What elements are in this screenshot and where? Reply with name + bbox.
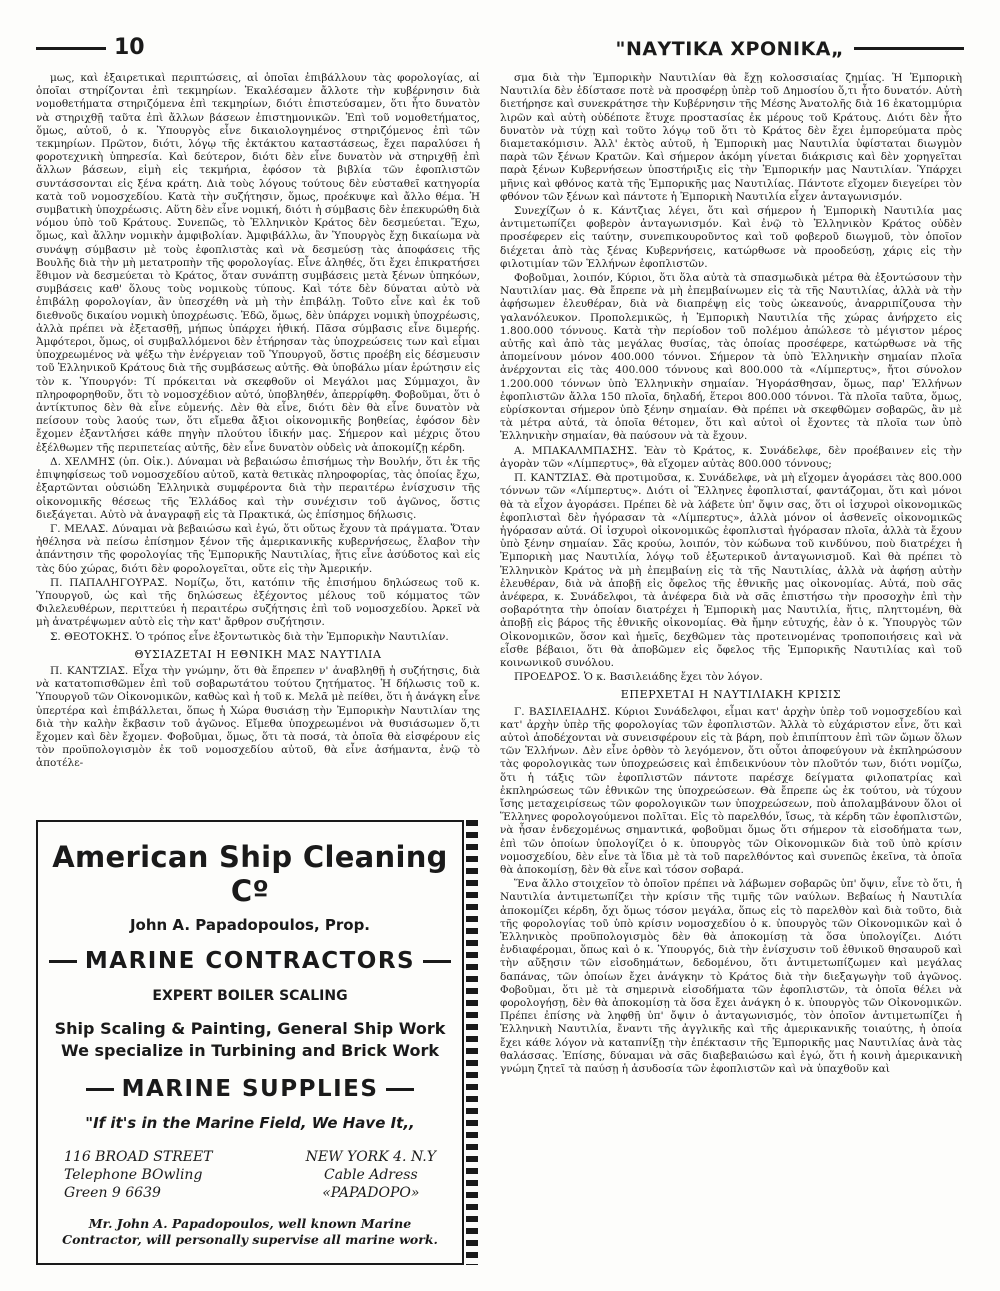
ad-marine-supplies: MARINE SUPPLIES [121,1076,379,1102]
left-column [36,72,480,802]
section-heading: ΘΥΣΙΑΖΕΤΑΙ Η ΕΘΝΙΚΗ ΜΑΣ ΝΑΥΤΙΛΙΑ [134,647,382,661]
ad-cable-label: Cable Adress [324,1167,418,1183]
ad-marine-contractors: MARINE CONTRACTORS [84,948,416,974]
ad-footer: Mr. John A. Papadopoulos, well known Marine Contractor, will personally supervise all marine work. [62,1216,438,1247]
page-number: 10 [114,35,145,60]
paragraph: Σ. ΘΕΟΤΟΚΗΣ. Ὁ τρόπος εἶνε ἐξοντωτικὸς διὰ τὴν Ἐμπορικὴν Ναυτιλίαν. [50,630,449,643]
ad-dash [423,960,451,963]
ad-street: 116 BROAD STREET [64,1149,213,1165]
header-rule-left [36,47,106,50]
right-column [500,72,962,1262]
ad-city: NEW YORK 4. N.Y [305,1149,436,1165]
ad-services-line: We specialize in Turbining and Brick Work [61,1041,439,1060]
journal-title: "ΝΑΥΤΙΚΑ ΧΡΟΝΙΚΑ„ [615,38,844,60]
ad-dash [86,1088,114,1091]
header-rule-right [854,47,964,50]
ad-proprietor: John A. Papadopoulos, Prop. [129,916,371,934]
ad-services-line: Ship Scaling & Painting, General Ship Work [54,1019,446,1038]
ad-row-supplies [38,1076,462,1102]
ad-address-right [306,1148,436,1202]
ad-dash [49,960,77,963]
paragraph: Συνεχίζων ὁ κ. Κάντζιας λέγει, ὅτι καὶ σήμερον ἡ Ἐμπορικὴ Ναυτιλία μας ἀντιμετωπίζει φοβερὸν ἀνταγωνισμόν. Καὶ ἐνῷ τὸ Ἑλληνικὸν Κράτος οὐδὲν προσέφερεν εἰς ταύτην, συνεπικουροῦντος καὶ τοῦ φοβεροῦ διωγμοῦ, τὸν ὁποῖον διέχεται ἀπὸ τὰς ξένας Κυβερνήσεις, κατώρθωσε νὰ προοδεύσῃ, χάρις εἰς τὴν φιλοτιμίαν τῶν Ἑλλήνων ἐφοπλιστῶν. [500,205,962,270]
ad-services [38,1018,462,1062]
paragraph: Γ. ΒΑΣΙΛΕΙΑΔΗΣ. Κύριοι Συνάδελφοι, εἶμαι κατ' ἀρχὴν ὑπὲρ τοῦ νομοσχεδίου καὶ κατ' ἀρχὴν ὑπὲρ τῆς φορολογίας τῶν ἐφοπλιστῶν. Ἀλλὰ τὸ εὐχάριστον εἶνε, ὅτι καὶ αὐτοὶ ἀποδέχονται νὰ συνεισφέρουν εἰς τὰ βάρη, ποὺ ἐπιπίπτουν ἐπὶ τῶν ὤμων ὅλων τῶν Ἑλλήνων. Δὲν εἶνε ὀρθὸν τὸ λεγόμενον, ὅτι οὗτοι ἀποφεύγουν νὰ ἐκπληρώσουν τὰς φορολογικὰς των ὑποχρεώσεις καὶ ἐπιδεικνύουν τὸν πλοῦτόν των, διότι νομίζω, ὅτι ἡ τάξις τῶν ἐφοπλιστῶν πάντοτε παρέσχε δείγματα φιλοπατρίας καὶ ἐκπληρώσεως τῶν ἐθνικῶν της ὑποχρεώσεων. Θὰ ἔπρεπε ὡς ἐκ τούτου, νὰ τύχουν ἴσης μεταχειρίσεως τῶν φορολογικῶν των ὑποχρεώσεων, ποὺ ἀπολαμβάνουν ὅλοι οἱ Ἕλληνες φορολογούμενοι πολῖται. Εἰς τὸ παρελθόν, ἴσως, τὰ κέρδη τῶν ἐφοπλιστῶν, νὰ ἦσαν ἐνδεχομένως σημαντικά, φοβοῦμαι ὅμως ὅτι σήμερον τὰ εἰσοδήματα των, ἐπὶ τῶν ὁποίων ὑπολογίζει ὁ κ. ὑπουργὸς τῶν Οἰκονομικῶν διὰ τοῦ ὑπὸ κρίσιν νομοσχεδίου, δὲν εἶνε τὰ ἴδια μὲ τὰ τοῦ παρελθόντος καὶ συνεπῶς ἐκεῖνα, τὰ ὁποῖα θὰ ἀποκομίσῃ, δὲν θὰ εἶνε καὶ τόσον σοβαρά. [500,705,962,876]
paragraph: Φοβοῦμαι, λοιπόν, Κύριοι, ὅτι ὅλα αὐτὰ τὰ σπασμωδικὰ μέτρα θὰ ἐξοντώσουν τὴν Ναυτιλίαν μας. Θὰ ἔπρεπε νὰ μὴ ἐπεμβαίνωμεν εἰς τὰ τῆς Ναυτιλίας, ἀλλὰ νὰ τὴν ἀφήσωμεν ἐλευθέραν, διὰ νὰ διαπρέψῃ εἰς τοὺς ὠκεανούς, ἀναρριπίζουσα τὴν γαλανόλευκον. Προπολεμικῶς, ἡ Ἐμπορικὴ Ναυτιλία τῆς χώρας ἀνήρχετο εἰς 1.800.000 τόννους. Κατὰ τὴν περίοδον τοῦ πολέμου ἀπώλεσε τὸ μέγιστον μέρος αὐτῆς καὶ ἀπὸ τὰς μεγάλας θυσίας, τὰς ὁποίας προσέφερε, κατώρθωσε νὰ τῆς ἀπομείνουν μόνον 400.000 τόννοι. Σήμερον τὰ ὑπὸ Ἑλληνικὴν σημαίαν πλοῖα ἀνέρχονται εἰς τὰς 400.000 τόννους καὶ 800.000 τὰ «Λίμπερτυς», ἤτοι σύνολον 1.200.000 τόννων ὑπὸ Ἑλληνικὴν σημαίαν. Ἠγοράσθησαν, ὅμως, παρ' Ἑλλήνων ἐφοπλιστῶν ἄλλα 150 πλοῖα, δηλαδή, ἕτεροι 800.000 τόννοι. Τὰ πλοῖα ταῦτα, ὅμως, εὑρίσκονται σήμερον ὑπὸ ξένην σημαίαν. Θὰ πρέπει νὰ σκεφθῶμεν σοβαρῶς, ἂν μὲ τὰ μέτρα αὐτά, τὰ ὁποῖα θέτομεν, ὅτι καὶ αὐτοὶ οἱ ἔχοντες τὰ πλοῖα των ὑπὸ Ἑλληνικὴν σημαίαν, θὰ παύσουν νὰ τὰ ἔχουν. [500,272,962,443]
ad-slogan: "If it's in the Marine Field, We Have It,, [85,1114,415,1132]
ad-cable-address: «PAPADOPO» [322,1185,420,1201]
ad-row-contractors [38,948,462,974]
paragraph: μως, καὶ ἐξαιρετικαὶ περιπτώσεις, αἱ ὁποῖαι ἐπιβάλλουν τὰς φορολογίας, αἱ ὁποῖαι στηρίζονται ἐπὶ τεκμηρίων. Ἐκαλέσαμεν ἄλλοτε τὴν κυβέρνησιν διὰ νομοθετήματα στηριζόμενα ἐπὶ τεκμηρίων, διότι ἐπιστεύσαμεν, ὅτι ἦτο δυνατὸν νὰ στηριχθῇ ταῦτα ἐπὶ ἄλλων βάσεων ἐπιστημονικῶν. Ἐπὶ τοῦ νομοθετήματος, ὅμως, αὐτοῦ, ὁ κ. Ὑπουργὸς εἶνε δικαιολογημένος στηριζόμενος ἐπὶ τῶν τεκμηρίων. Πρῶτον, διότι, λόγῳ τῆς ἐκτάκτου καταστάσεως, ἔχει παραλύσει ἡ φοροτεχνικὴ ὑπηρεσία. Καὶ δεύτερον, διότι δὲν εἶνε δυνατὸν νὰ στηριχθῇ ἐπὶ ἄλλων βάσεων, εἰμὴ εἰς τεκμήρια, ἐφόσον τὰ βιβλία τῶν ἐφοπλιστῶν συντάσσονται εἰς ξένα κράτη. Διὰ τοὺς λόγους τούτους δὲν εὐσταθεῖ κατηγορία κατὰ τοῦ νομοσχεδίου. Κατὰ τὴν συζήτησιν, ὅμως, προέκυψε καὶ ἄλλο θέμα. Ἡ συμβατικὴ ὑποχρέωσις. Αὕτη δὲν εἶνε νομική, διότι ἡ σύμβασις δὲν ἐπεκυρώθη διὰ νόμου ὑπὸ τοῦ Κράτους. Συνεπῶς, τὸ Ἑλληνικὸν Κράτος δὲν δεσμεύεται. Ἔχω, ὅμως, καὶ ἄλλην νομικὴν ἀμφιβολίαν. Ἀμφιβάλλω, ἂν Ὑπουργὸς ἔχῃ δικαίωμα νὰ συνάψῃ σύμβασιν μὲ τοὺς ἐφοπλιστὰς καὶ νὰ δεσμεύσῃ τὰς ἀποφάσεις τῆς Βουλῆς διὰ τὴν μὴ μετατροπὴν τῆς φορολογίας. Εἶνε ἀληθές, ὅτι ἔχει ἐπικρατήσει ἔθιμον νὰ δεσμεύεται τὸ Κράτος, ὅταν συνάπτῃ συμβάσεις μετὰ ξένων ὑπηκόων, συμβάσεις καθ' ὅλους τοὺς νομικοὺς τύπους. Καὶ τότε δὲν δύναται αὐτὸ νὰ ἐπιβάλῃ φορολογίαν, ἂν ὑπεσχέθη νὰ μὴ τὴν ἐπιβάλῃ. Τοῦτο εἶνε καὶ ἐκ τοῦ διεθνοῦς δικαίου νομικὴ ὑποχρέωσις. Ἐδῶ, ὅμως, δὲν ὑπάρχει νομικὴ ὑποχρέωσις, ἀλλὰ πρέπει νὰ ἐξετασθῇ, μήπως ὑπάρχει ἠθική. Πᾶσα σύμβασις εἶνε διμερής. Ἀμφότεροι, ὅμως, οἱ συμβαλλόμενοι δὲν ἐτήρησαν τὰς ὑποχρεώσεις των καὶ εἶμαι ὑποχρεωμένος νὰ ψέξω τὴν ἐνέργειαν τοῦ Ὑπουργοῦ, ὅστις προέβη εἰς δέσμευσιν τοῦ Ἑλληνικοῦ Κράτους διὰ τῆς συμβάσεως αὐτῆς. Θὰ ὑποβάλω μίαν ἐρώτησιν εἰς τὸν κ. Ὑπουργόν: Τί πρόκειται νὰ σκεφθοῦν οἱ Μεγάλοι μας Σύμμαχοι, ἂν πληροφορηθοῦν, ὅτι τὸ νομοσχέδιον αὐτό, ὑποβληθέν, ἀπερρίφθη. Φοβοῦμαι, ὅτι ὁ ἀντίκτυπος δὲν θὰ εἶνε εὐμενής. Δὲν θὰ εἶνε, διότι δὲν θὰ εἶνε δυνατὸν νὰ πείσουν τοὺς λαούς των, ὅτι εἴμεθα ἄξιοι οἰκονομικῆς βοηθείας, ἐφόσον δὲν ἔχομεν ἐξαντλήσει κάθε πηγὴν πλούτου ἰδικήν μας. Σήμερον καὶ μέχρις ὅτου ἐξέλθωμεν τῆς περιπετείας αὐτῆς, δὲν εἶνε δυνατὸν οὐδεὶς νὰ ἀποκομίζῃ κέρδη. [36,72,480,454]
ad-boiler-scaling: EXPERT BOILER SCALING [152,988,348,1004]
ad-address-left [64,1148,213,1202]
paragraph: σμα διὰ τὴν Ἐμπορικὴν Ναυτιλίαν θὰ ἔχῃ κολοσσιαίας ζημίας. Ἡ Ἐμπορικὴ Ναυτιλία δὲν ἐδίστασε ποτὲ νὰ προσφέρῃ ὑπὲρ τοῦ Δημοσίου ὅ,τι ἦτο δυνατόν. Αὐτὴ διετήρησε καὶ συνεκράτησε τὴν Κυβέρνησιν τῆς Μέσης Ἀνατολῆς διὰ 16 ἑκατομμύρια λιρῶν καὶ αὐτὴ οὐδέποτε ἔτυχε προστασίας ἐκ μέρους τοῦ Κράτους. Διότι δὲν ἦτο δυνατὸν νὰ τύχῃ καὶ τοῦτο λόγῳ τοῦ ὅτι τὸ Κράτος δὲν ἔχει ἐμπορεύματα πρὸς διαμετακόμισιν. Ἀλλ' ἐκτὸς αὐτοῦ, ἡ Ἐμπορικὴ μας Ναυτιλία ὑφίσταται διωγμὸν παρὰ τῶν ξένων Κρατῶν. Καὶ σήμερον ἀκόμη γίνεται διάκρισις καὶ δὲν χορηγεῖται παρὰ ξένων Κυβερνήσεων ὑποστήριξις εἰς τὴν Ἐμπορικήν μας Ναυτιλίαν. Ὑπάρχει μῆνις καὶ φθόνος κατὰ τῆς Ἐμπορικῆς μας Ναυτιλίας. Πάντοτε εἴχομεν διεγείρει τὸν φθόνον τῶν ξένων καὶ πάντοτε ἡ Ἐμπορικὴ Ναυτιλία εἶχεν ἀνταγωνισμόν. [500,72,962,203]
advertisement [36,820,464,1265]
paragraph: Δ. ΧΕΛΜΗΣ (ὑπ. Οἰκ.). Δύναμαι νὰ βεβαιώσω ἐπισήμως τὴν Βουλήν, ὅτι ἐκ τῆς ἐπιψηφίσεως τοῦ νομοσχεδίου αὐτοῦ, κατὰ θετικὰς πληροφορίας, τὰς ὁποίας ἔχω, ἐξαρτῶνται οὐσιώδη Ἑλληνικὰ συμφέροντα διὰ τὴν περαιτέρω ἐνίσχυσιν τῆς οἰκονομικῆς θέσεως τῆς Ἑλλάδος καὶ τὴν συνέχισιν τοῦ ἀγῶνος, ὅστις διεξάγεται. Αὐτὸ νὰ ἀναγραφῇ εἰς τὰ Πρακτικά, ὡς ἐπίσημος δήλωσις. [36,455,480,521]
paragraph: Π. ΚΑΝΤΖΙΑΣ. Θὰ προτιμοῦσα, κ. Συνάδελφε, νὰ μὴ εἴχομεν ἀγοράσει τὰς 800.000 τόννων τῶν «Λίμπερτυς». Διότι οἱ Ἕλληνες ἐφοπλισταί, φαντάζομαι, ὅτι καὶ μόνοι θὰ τὰ εἶχον ἀγοράσει. Πρέπει δὲ νὰ λάβετε ὑπ' ὄψιν σας, ὅτι οἱ ἰσχυροὶ οἰκονομικῶς ἐφοπλισταὶ δὲν ἠγόρασαν τὰ «Λίμπερτυς», ἀλλὰ μόνον οἱ ἀσθενεῖς οἰκονομικῶς ἠγόρασαν αὐτά. Οἱ ἰσχυροὶ οἰκονομικῶς ἐφοπλισταὶ ἠγόρασαν πλοῖα, ἀλλὰ τὰ ἔχουν ὑπὸ ξένην σημαίαν. Σᾶς κρούω, λοιπόν, τὸν κώδωνα τοῦ κινδύνου, ποὺ διατρέχει ἡ Ἐμπορικὴ μας Ναυτιλία, λόγῳ τοῦ ἐξωτερικοῦ ἀνταγωνισμοῦ. Καὶ θὰ πρέπει τὸ Ἑλληνικὸν Κράτος νὰ μὴ ἐπεμβαίνῃ εἰς τὰ τῆς Ναυτιλίας, ἀλλὰ νὰ ἀφήσῃ αὐτὴν ἐλευθέραν, διὰ νὰ ἀποβῇ εἰς ὄφελος τῆς ἐθνικῆς μας οἰκονομίας. Αὐτά, ποὺ σᾶς ἀνέφερα, κ. Συνάδελφοι, τὰ ἀνέφερα διὰ νὰ σᾶς ἐπιστήσω τὴν προσοχὴν ἐπὶ τὴν σοβαρότητα τὴν ὁποίαν διατρέχει ἡ Ἐμπορικὴ μας Ναυτιλία, ἥτις, πληττομένη, θὰ ἀποβῇ εἰς βάρος τῆς ἐθνικῆς οἰκονομίας. Θὰ ἤμην εὐτυχής, ἐὰν ὁ κ. Ὑπουργὸς τῶν Οἰκονομικῶν, ὅσον καὶ ἡμεῖς, δεχθῶμεν τὰς προτεινομένας τροποποιήσεις καὶ νὰ εἶσθε βέβαιοι, ὅτι θὰ ἀποβῶμεν εἰς ὄφελος τῆς Ἐμπορικῆς Ναυτιλίας καὶ τοῦ κοινωνικοῦ συνόλου. [500,472,962,669]
ad-dash [386,1088,414,1091]
ad-address-block [64,1148,436,1202]
paragraph: ΠΡΟΕΔΡΟΣ. Ὁ κ. Βασιλειάδης ἔχει τὸν λόγον. [514,671,763,684]
ad-side-border [466,820,478,1265]
paragraph: Π. ΚΑΝΤΖΙΑΣ. Εἶχα τὴν γνώμην, ὅτι θὰ ἔπρεπεν ν' ἀναβληθῇ ἡ συζήτησις, διὰ νὰ κατατοπισθῶμεν ἐπὶ τοῦ σοβαρωτάτου τούτου ζητήματος. Ἡ δήλωσις τοῦ κ. Ὑπουργοῦ τῶν Οἰκονομικῶν, καθὼς καὶ ἡ τοῦ κ. Μελᾶ μὲ πείθει, ὅτι ἡ ἀνάγκη εἶνε ὑπερτέρα καὶ ἐπιβάλλεται, ὅπως ἡ Χώρα θυσιάσῃ τὴν Ἐμπορικὴν Ναυτιλίαν της διὰ τὴν καλὴν ἔκβασιν τοῦ ἀγῶνος. Εἴμεθα ὑποχρεωμένοι νὰ θυσιάσωμεν ὅ,τι ἔχομεν καὶ δὲν ἔχομεν. Φοβοῦμαι, ὅμως, ὅτι τὰ ποσά, τὰ ὁποῖα θὰ εἰσφέρουν εἰς τὸν προϋπολογισμὸν ἐκ τοῦ νομοσχεδίου αὐτοῦ, θὰ εἶνε ἀσήμαντα, ἐνῷ τὸ ἀποτέλε- [36,664,480,770]
ad-phone: Telephone BOwling [64,1167,203,1183]
paragraph: Γ. ΜΕΛΑΣ. Δύναμαι νὰ βεβαιώσω καὶ ἐγώ, ὅτι οὕτως ἔχουν τὰ πράγματα. Ὅταν ἠθέλησα νὰ πείσω ἐπίσημον ξένον τῆς ἀμερικανικῆς κυβερνήσεως, ἔλαβον τὴν ἀπάντησιν τῆς φορολογίας τῆς Ἐμπορικῆς Ναυτιλίας, ἥτις εἶνε ἀσύδοτος καὶ εἰς τὰς δύο χώρας, διότι δὲν φορολογεῖται, οὔτε εἰς τὴν Ἀμερικήν. [36,522,480,575]
ad-phone-number: Green 9 6639 [64,1185,161,1201]
section-heading: ΕΠΕΡΧΕΤΑΙ Η ΝΑΥΤΙΛΙΑΚΗ ΚΡΙΣΙΣ [620,688,842,702]
ad-company-name: American Ship Cleaning Cº [52,840,448,908]
paragraph: Ἕνα ἄλλο στοιχεῖον τὸ ὁποῖον πρέπει νὰ λάβωμεν σοβαρῶς ὑπ' ὄψιν, εἶνε τὸ ὅτι, ἡ Ναυτιλία ἀντιμετωπίζει τὴν κρίσιν τῆς τιμῆς τῶν ναύλων. Βεβαίως ἡ Ναυτιλία ἀποκομίζει κέρδη, ὄχι ὅμως τόσον μεγάλα, ὅπως εἰς τὸ παρελθὸν καὶ διὰ τοῦτο, διὰ τῆς φορολογίας τοῦ ὑπὸ κρίσιν νομοσχεδίου ὁ κ. ὑπουργὸς τῶν Οἰκονομικῶν καὶ ὁ Ἑλληνικὸς προϋπολογισμὸς δὲν θὰ ἀποκομίσῃ τὰ ὅσα ὑπολογίζει. Διότι ἐνδιαφέρομαι, ὅπως καὶ ὁ κ. Ὑπουργός, διὰ τὴν ἐνίσχυσιν τοῦ ἐθνικοῦ θησαυροῦ καὶ τὴν αὔξησιν τῶν εἰσοδημάτων, δεδομένου, ὅτι ἀντιμετωπίζωμεν καὶ μεγάλας δαπάνας, τῶν ὁποίων ἔχει ἀνάγκην τὸ Κράτος διὰ τὴν διεξαγωγὴν τοῦ ἀγῶνος. Φοβοῦμαι, ὅτι μὲ τὰ σημερινὰ εἰσοδήματα τῶν ἐφοπλιστῶν, τὰ ὁποῖα θέλει νὰ φορολογήσῃ, δὲν θὰ ἀποκομίσῃ τὰ ὅσα ἔχει ἀνάγκη ὁ κ. ὑπουργὸς τῶν Οἰκονομικῶν. Πρέπει ἐπίσης νὰ ληφθῇ ὑπ' ὄψιν ὁ ἀνταγωνισμός, τὸν ὁποῖον ἀντιμετωπίζει ἡ Ἑλληνικὴ Ναυτιλία, ἔναντι τῆς ἀγγλικῆς καὶ τῆς ἀμερικανικῆς τοιαύτης, ἡ ὁποία ἔχει κάθε λόγον νὰ καταπνίξῃ τὴν ἐπέκτασιν τῆς Ἐμπορικῆς μας Ναυτιλίας ἀνὰ τὰς θαλάσσας. Ἐπίσης, δύναμαι νὰ σᾶς διαβεβαιώσω καὶ ἐγώ, ὅτι ἡ κοινὴ ἀμερικανικὴ γνώμη ζητεῖ τὰ παύσῃ ἡ ἀσυδοσία τῶν ἐφοπλιστῶν καὶ νὰ ὑπαχθοῦν καὶ [500,878,962,1076]
running-header [36,36,964,66]
paragraph: Α. ΜΠΑΚΑΛΜΠΑΣΗΣ. Ἐὰν τὸ Κράτος, κ. Συνάδελφε, δὲν προέβαινεν εἰς τὴν ἀγορὰν τῶν «Λίμπερτυς», θὰ εἴχομεν αὐτὰς 800.000 τόννους; [500,444,962,470]
paragraph: Π. ΠΑΠΑΛΗΓΟΥΡΑΣ. Νομίζω, ὅτι, κατόπιν τῆς ἐπισήμου δηλώσεως τοῦ κ. Ὑπουργοῦ, ὡς καὶ τῆς δηλώσεως ἐξέχοντος μέλους τοῦ κόμματος τῶν Φιλελευθέρων, περιττεύει ἡ περαιτέρω συζήτησις ἐπὶ τοῦ νομοσχεδίου. Ἀρκεῖ νὰ μὴ ἀνατρέψωμεν αὐτὸ εἰς τὴν κατ' ἄρθρον συζήτησιν. [36,576,480,629]
